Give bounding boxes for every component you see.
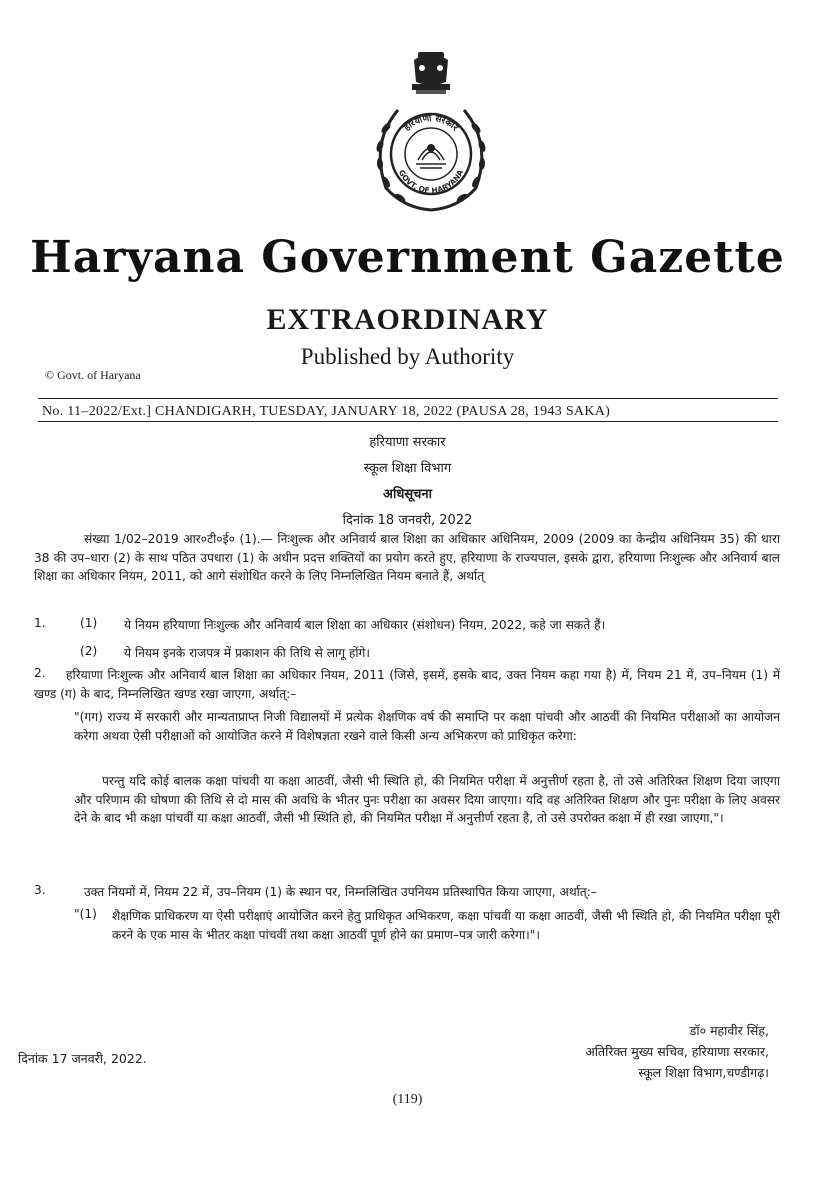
emblem-text-top: हरियाणा सरकार [402,113,460,134]
rule-1-1-text: ये नियम हरियाणा निःशुल्क और अनिवार्य बाल शिक्षा का अधिकार (संशोधन) नियम, 2022, कहे जा सकते हैं। [124,618,606,632]
rule-1-2-text: ये नियम इनके राजपत्र में प्रकाशन की तिथि से लागू होंगे। [124,646,371,660]
rule-3-1-number: "(1) [74,907,97,921]
rule-1-1-number: (1) [80,616,98,630]
haryana-emblem-icon [356,48,506,218]
rule-2-number: 2. [34,666,46,680]
signature-block [585,1020,769,1083]
rule-2-proviso: परन्तु यदि कोई बालक कक्षा पांचवी या कक्षा आठवीं, जैसी भी स्थिति हो, की नियमित परीक्षा में अनुत्तीर्ण रहता है, तो उसे अतिरिक्त शिक्षण दिया जाएगा और परिणाम की घोषणा की तिथि से दो मास की अवधि के भीतर पुनः परीक्षा का अवसर दिया जाएगा। यदि वह अतिरिक्त शिक्षण और पुनः परीक्षा के लिए अवसर देने के बाद भी कक्षा पांचवीं या कक्षा आठवीं, जैसी भी स्थिति हो, की नियमित परीक्षा में अनुत्तीर्ण रहता है, तो उसे उपरोक्त कक्षा में ही रखा जाएगा,"। [74,774,780,825]
emblem-text-bottom: GOVT. OF HARYANA [396,168,466,196]
rule-1-number: 1. [34,616,46,630]
dated-line: दिनांक 17 जनवरी, 2022. [18,1051,147,1066]
copyright-notice: © Govt. of Haryana [45,368,141,382]
signatory-dept: स्कूल शिक्षा विभाग,चण्डीगढ़। [638,1065,769,1080]
rule-1-2-number: (2) [80,644,98,658]
gazette-subtitle: EXTRAORDINARY [266,303,549,336]
govt-heading: हरियाणा सरकार [369,435,446,450]
notification-date: दिनांक 18 जनवरी, 2022 [342,513,473,528]
dept-heading: स्कूल शिक्षा विभाग [363,461,452,476]
notification-title: अधिसूचना [383,487,432,502]
divider-bottom [38,421,778,422]
signatory-designation: अतिरिक्त मुख्य सचिव, हरियाणा सरकार, [585,1044,769,1059]
issue-line: No. 11–2022/Ext.] CHANDIGARH, TUESDAY, JANUARY 18, 2022 (PAUSA 28, 1943 SAKA) [42,404,611,419]
published-by: Published by Authority [300,344,515,369]
rule-2-intro: हरियाणा निःशुल्क और अनिवार्य बाल शिक्षा का अधिकार नियम, 2011 (जिसे, इसमें, इसके बाद, उक्त नियम कहा गया है) में, नियम 21 में, उप–नियम (1) में खण्ड (ग) के बाद, निम्नलिखित खण्ड रखा जाएगा, अर्थात्:– [34,668,780,701]
divider-top [38,398,778,399]
gazette-title: Haryana Government Gazette [30,232,785,283]
rule-3-intro: उक्त नियमों में, नियम 22 में, उप–नियम (1) के स्थान पर, निम्नलिखित उपनियम प्रतिस्थापित किया जाएगा, अर्थात्:– [84,885,597,899]
rule-3-1-text: शैक्षणिक प्राधिकरण या ऐसी परीक्षाएं आयोजित करने हेतु प्राधिकृत अभिकरण, कक्षा पांचवी या कक्षा आठवीं, जैसी भी स्थिति हो, की नियमित परीक्षा पूरी करने के एक मास के भीतर कक्षा पांचवीं तथा कक्षा आठवीं पूर्ण होने का प्रमाण–पत्र जारी करेगा।"। [112,909,780,942]
rule-3-number: 3. [34,883,46,897]
rule-2-clause: "(गग) राज्य में सरकारी और मान्यताप्राप्त निजी विद्यालयों में प्रत्येक शैक्षणिक वर्ष की समाप्ति पर कक्षा पांचवी और आठवीं की नियमित परीक्षाओं का आयोजन करेगा अथवा ऐसी परीक्षाओं को आयोजित करने में विशेषज्ञता रखने वाले किसी अन्य अभिकरण को प्राधिकृत करेगा: [74,710,780,743]
preamble: संख्या 1/02–2019 आर०टी०ई० (1).— निःशुल्क और अनिवार्य बाल शिक्षा का अधिकार अधिनियम, 2009 (2009 का केन्द्रीय अधिनियम 35) की धारा 38 की उप–धारा (2) के साथ पठित उपधारा (1) के अधीन प्रदत्त शक्तियों का प्रयोग करते हुए, हरियाणा के राज्यपाल, इसके द्वारा, हरियाणा निःशुल्क और अनिवार्य बाल शिक्षा का अधिकार नियम, 2011, को आगे संशोधित करने के लिए निम्नलिखित नियम बनाते हैं, अर्थात् [34,532,780,583]
signatory-name: डॉ० महावीर सिंह, [689,1023,769,1038]
page-number: (119) [392,1092,423,1107]
